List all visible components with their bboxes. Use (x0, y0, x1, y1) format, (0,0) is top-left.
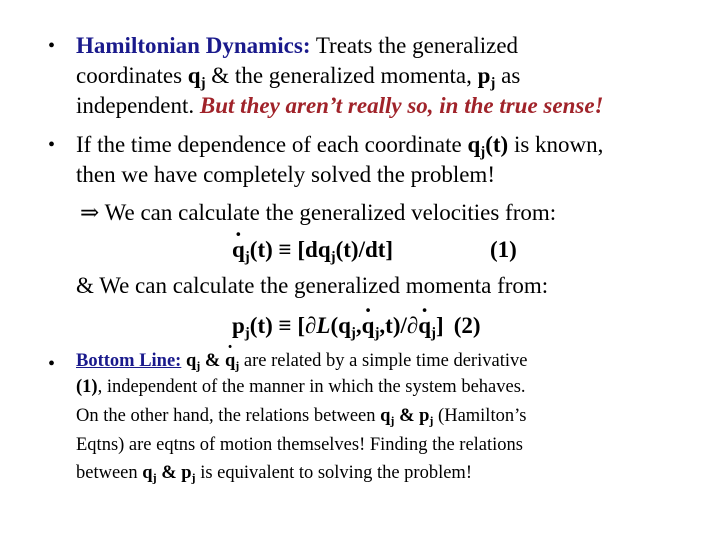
bullet1-line3: independent. But they aren’t really so, in the true sense! (76, 93, 604, 118)
emphasis-text: But they aren’t really so, in the true sense! (199, 93, 604, 118)
bullet-marker: • (48, 134, 56, 156)
bullet1-line2: coordinates $q_j$ & the generalized momenta, $p_j$ as (76, 63, 521, 92)
bullet-marker: • (48, 35, 56, 57)
bullet1-line1: Hamiltonian Dynamics: Treats the generalized (76, 33, 519, 58)
velocities-line: ⇒ We can calculate the generalized velocities from: (80, 200, 557, 225)
bullet2-line2: then we have completely solved the problem! (76, 162, 495, 187)
bullet3-line4: Eqtns) are eqtns of motion themselves! Finding the relations (76, 435, 523, 455)
bottom-line-heading: Bottom Line: (76, 351, 182, 371)
equation-2-number: (2) (453, 313, 481, 338)
equation-1-number: (1) (490, 237, 517, 262)
bullet3-line3: On the other hand, the relations between $q_j$ & $p_j$ (Hamilton’s (76, 406, 527, 428)
implies-arrow: ⇒ (80, 200, 100, 225)
equation-2: $p_j(t) \equiv [\partial L(q_j,\cdot q_j,t)/\partial\cdot q_j]$ (2) (232, 312, 481, 340)
bullet3-line5: between $q_j$ & $p_j$ is equivalent to solving the problem! (76, 463, 472, 485)
bullet2-line1: If the time dependence of each coordinate $q_j(t)$ is known, (76, 132, 604, 161)
bullet3-line2: (1), independent of the manner in which the system behaves. (76, 377, 526, 397)
hamiltonian-heading: Hamiltonian Dynamics: (76, 33, 311, 58)
bullet3-line1: Bottom Line: $q_j$ & · $q_j$ are related by a simple time derivative (76, 349, 527, 373)
equation-1: · $q_j(t) \equiv [dq_j(t)/dt]$ (232, 236, 393, 264)
bullet-marker: • (48, 353, 56, 375)
momenta-line: & We can calculate the generalized momenta from: (76, 273, 549, 298)
